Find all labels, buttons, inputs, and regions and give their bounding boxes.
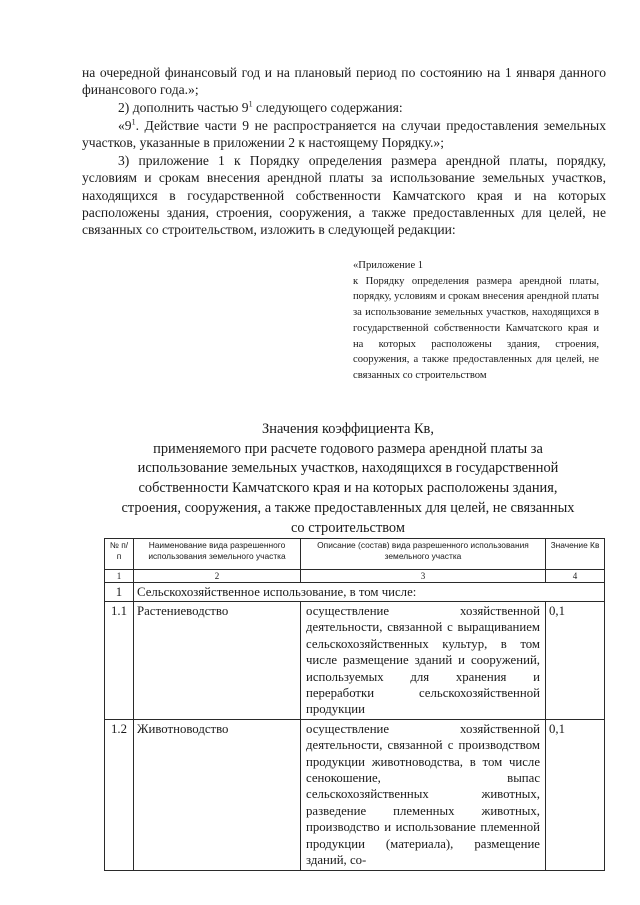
header-name: Наименование вида разрешенного использования земельного участка <box>134 539 301 570</box>
table-title-line1: Значения коэффициента Кв, <box>262 421 434 437</box>
paragraph-item-2 <box>82 99 606 116</box>
column-number-row <box>105 570 605 583</box>
row-num: 1.2 <box>105 719 134 870</box>
annex-heading: «Приложение 1 <box>353 260 424 271</box>
table-row <box>105 602 605 720</box>
annex-text: к Порядку определения размера арендной платы, порядку, условиям и срокам внесения арендной платы за использование земельных участков, находящихся в государственной собственности Камчатского края и на которых расположены здания, строения, сооружения, а также предоставленных для целей, не связанных со строительством <box>353 275 599 381</box>
table-row <box>105 719 605 870</box>
row-name: Растениеводство <box>134 602 301 720</box>
item-2-tail: следующего содержания: <box>252 100 403 115</box>
column-number: 4 <box>546 570 605 583</box>
header-num: № п/п <box>105 539 134 570</box>
section-label: Сельскохозяйственное использование, в том числе: <box>134 583 605 602</box>
row-name: Животноводство <box>134 719 301 870</box>
column-number: 2 <box>134 570 301 583</box>
table-header-row <box>105 539 605 570</box>
annex-header <box>353 258 599 384</box>
coefficient-table <box>104 538 605 871</box>
section-num: 1 <box>105 583 134 602</box>
column-number: 1 <box>105 570 134 583</box>
part-9-1-text: . Действие части 9 не распространяется на случаи предоставления земельных участков, указанные в приложении 2 к настоящему Порядку.»; <box>82 118 606 151</box>
paragraph-item-3: 3) приложение 1 к Порядку определения размера арендной платы, порядку, условиям и срокам внесения арендной платы за использование земельных участков, находящихся в государственной собственности Камчатского края и на которых расположены здания, строения, сооружения, а также предоставленных для целей, не связанных со строительством, изложить в следующей редакции: <box>82 153 606 238</box>
header-description: Описание (состав) вида разрешенного использования земельного участка <box>301 539 546 570</box>
paragraph-part-9-1 <box>82 117 606 152</box>
row-num: 1.1 <box>105 602 134 720</box>
part-9-1-open: «9 <box>118 118 132 133</box>
row-value: 0,1 <box>546 719 605 870</box>
item-2-superscript: 1 <box>248 99 253 109</box>
column-number: 3 <box>301 570 546 583</box>
table-title <box>118 420 578 538</box>
header-value: Значение Кв <box>546 539 605 570</box>
row-value: 0,1 <box>546 602 605 720</box>
section-row <box>105 583 605 602</box>
row-description: осуществление хозяйственной деятельности, связанной с выращиванием сельскохозяйственных культур, в том числе размещение зданий и сооружений, используемых для хранения и переработки сельскохозяйственной продукции <box>301 602 546 720</box>
item-2-text: 2) дополнить частью 9 <box>118 100 249 115</box>
paragraph-continuation: на очередной финансовый год и на плановый период по состоянию на 1 января данного финансового года.»; <box>82 65 606 98</box>
table-title-rest: применяемого при расчете годового размера арендной платы за использование земельных участков, находящихся в государственной собственности Камчатского края и на которых расположены здания, строения, сооружения, а также предоставленных для целей, не связанных со строительством <box>121 440 575 536</box>
row-description: осуществление хозяйственной деятельности, связанной с производством продукции животноводства, в том числе сенокошение, выпас сельскохозяйственных животных, разведение племенных животных, производство и использование племенной продукции (материала), размещение зданий, со- <box>301 719 546 870</box>
part-9-1-superscript: 1 <box>131 117 136 127</box>
